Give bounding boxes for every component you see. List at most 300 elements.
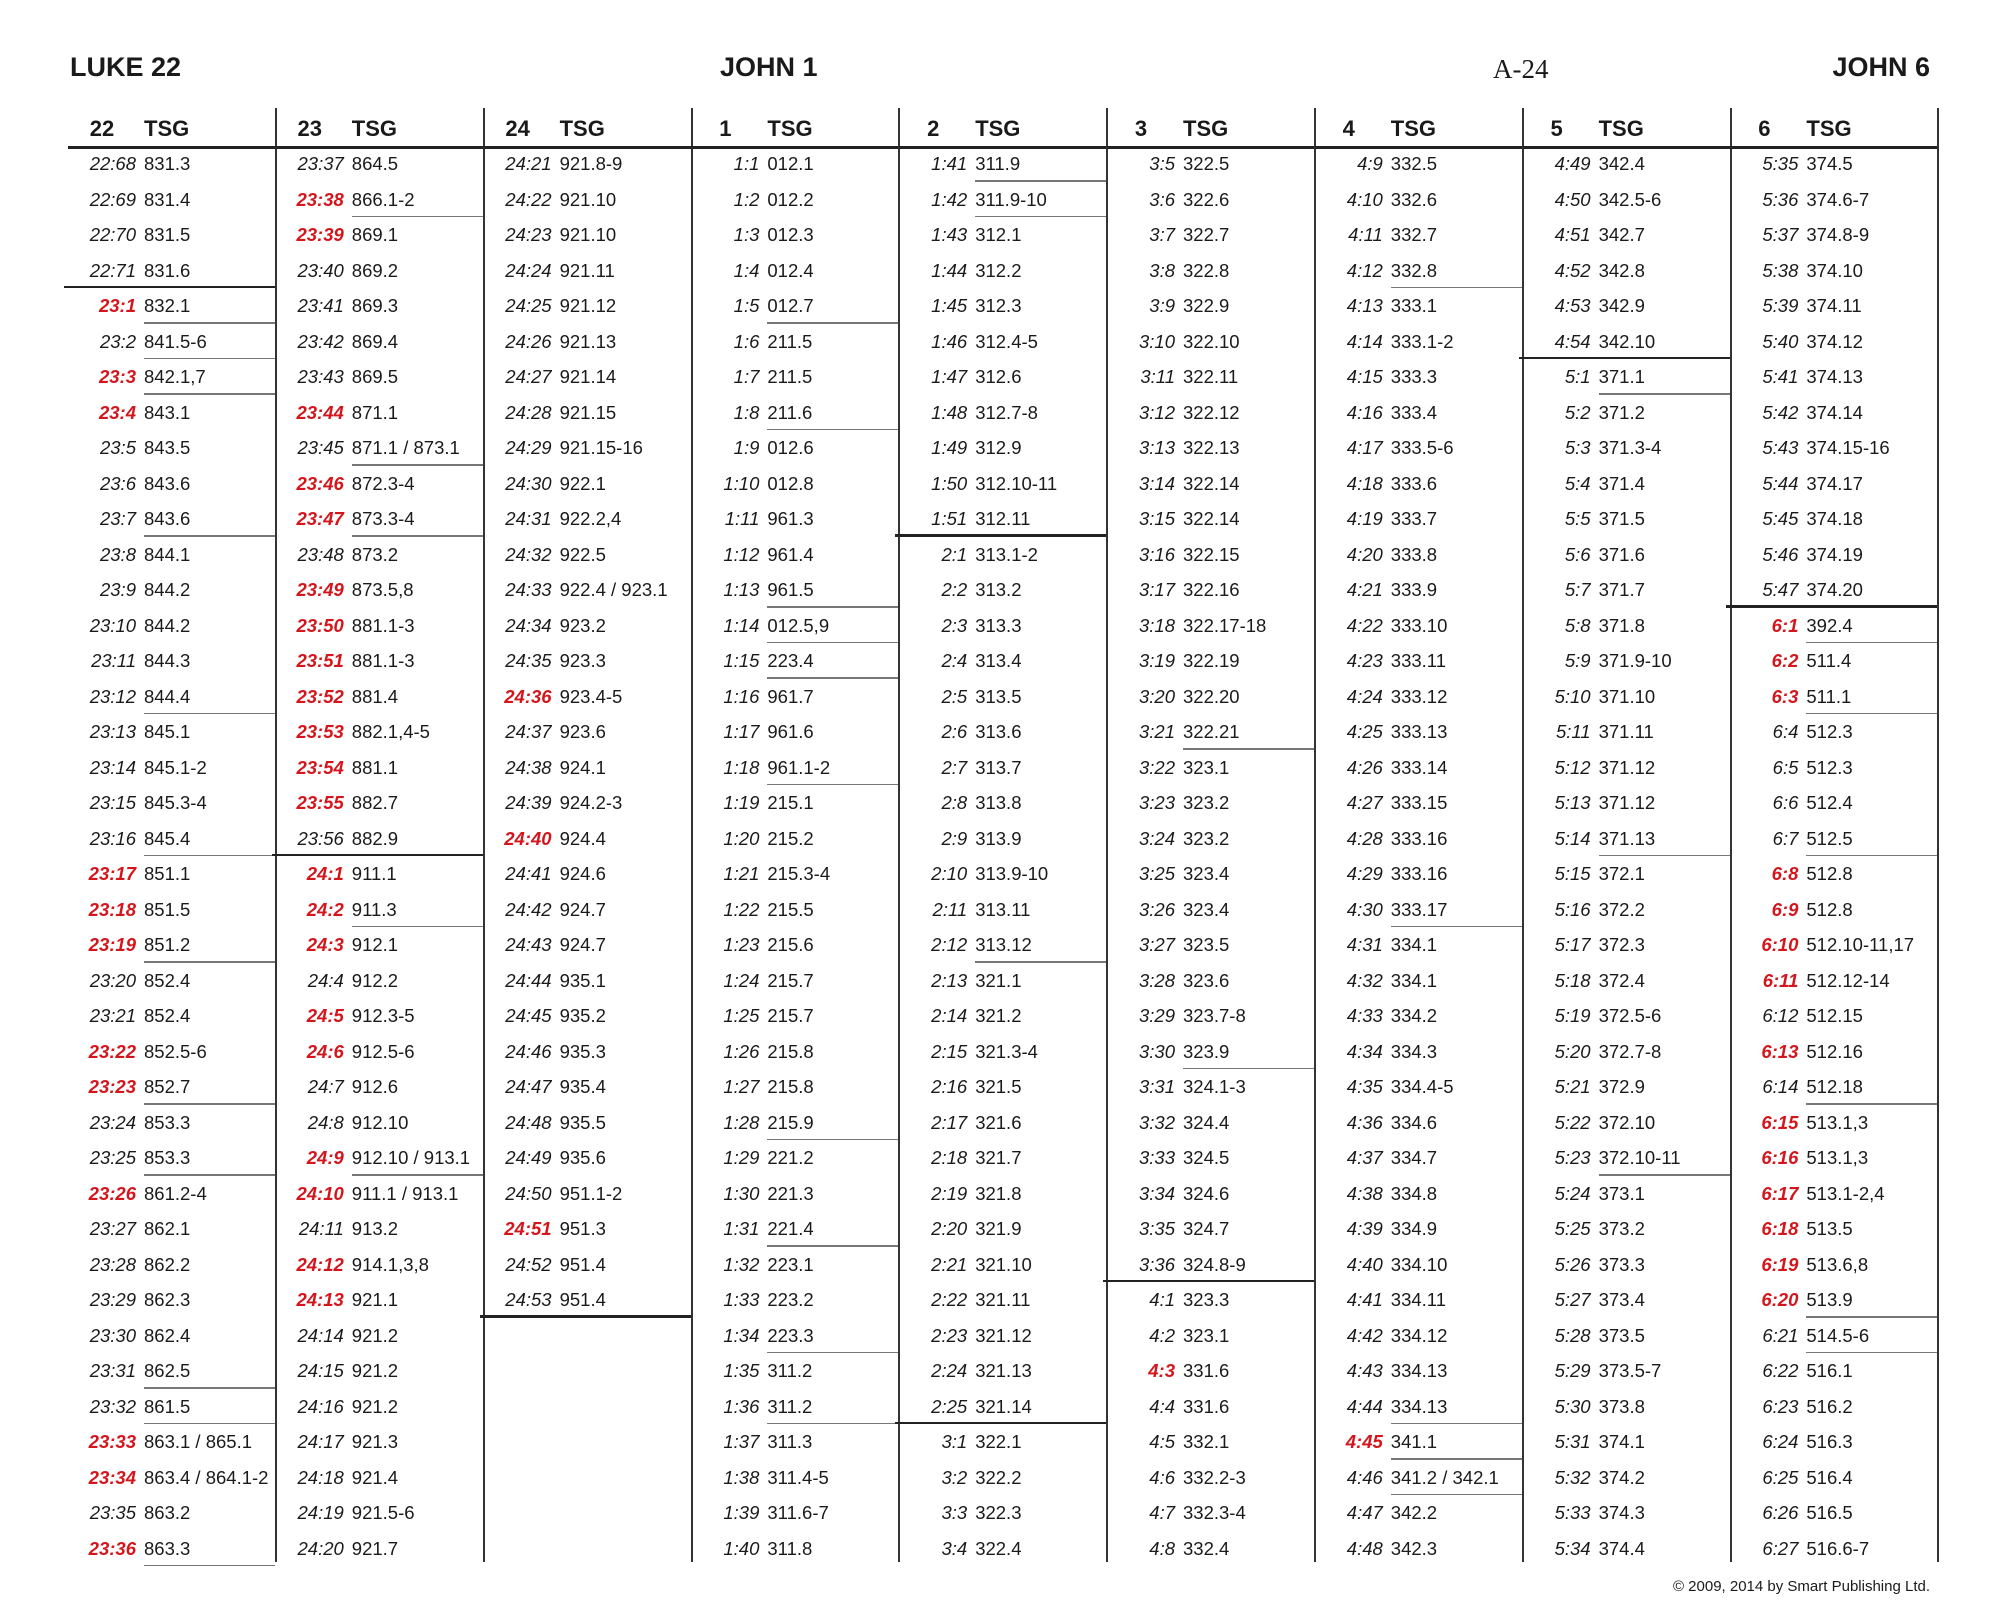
column-header: [1315, 108, 1522, 149]
table-row: [276, 1034, 483, 1070]
verse-reference: 23:15: [89, 792, 136, 813]
tsg-reference: 935.6: [559, 1147, 606, 1168]
verse-reference: 2:13: [931, 969, 968, 991]
table-row: [691, 1318, 898, 1354]
verse-reference: 2:3: [941, 614, 968, 636]
tsg-reference: 912.6: [351, 1076, 399, 1097]
table-row: [68, 643, 275, 679]
verse-reference: 4:50: [1554, 188, 1591, 210]
verse-reference: 3:36: [1138, 1253, 1175, 1275]
table-row: [691, 1460, 898, 1496]
table-row: [1523, 395, 1730, 431]
tsg-reference: 921.15: [559, 401, 617, 423]
verse-reference: 5:10: [1554, 685, 1591, 707]
tsg-reference: 374.1: [1598, 1431, 1645, 1452]
verse-reference: 5:26: [1554, 1253, 1591, 1275]
verse-reference: 23:20: [89, 969, 136, 991]
table-row: [691, 785, 898, 821]
table-row: [276, 572, 483, 608]
verse-reference: 24:34: [505, 614, 552, 636]
verse-reference: 5:8: [1564, 614, 1591, 636]
table-row: [899, 146, 1106, 182]
verse-reference: 23:31: [89, 1360, 136, 1381]
tsg-reference: 844.2: [144, 579, 191, 600]
verse-reference: 4:28: [1346, 827, 1383, 849]
verse-reference: 23:36: [88, 1537, 136, 1559]
verse-reference: 2:23: [931, 1324, 968, 1346]
table-row: [1107, 146, 1314, 182]
verse-reference: 4:52: [1554, 259, 1591, 281]
tsg-reference: 951.4: [559, 1253, 606, 1275]
verse-reference: 5:34: [1554, 1537, 1591, 1559]
tsg-reference: 321.12: [975, 1324, 1032, 1346]
column-24: [484, 108, 691, 1562]
tsg-reference: 374.12: [1806, 330, 1863, 352]
table-row: [1523, 1034, 1730, 1070]
table-row: [276, 182, 483, 218]
tsg-reference: 513.1,3: [1806, 1111, 1869, 1133]
tsg-reference: 845.1: [144, 721, 191, 742]
table-row: [1315, 1211, 1522, 1247]
verse-reference: 2:18: [931, 1147, 968, 1168]
tsg-reference: 334.10: [1390, 1253, 1448, 1275]
verse-reference: 2:10: [931, 863, 968, 884]
tsg-reference: 342.7: [1598, 224, 1645, 245]
table-row: [1523, 501, 1730, 537]
tsg-reference: 215.8: [767, 1040, 814, 1062]
tsg-reference: 312.7-8: [975, 401, 1038, 423]
tsg-reference: 882.1,4-5: [351, 721, 430, 742]
tsg-reference: 516.4: [1806, 1466, 1853, 1488]
tsg-reference: 322.7: [1183, 224, 1230, 245]
tsg-reference: 924.1: [559, 756, 606, 778]
table-row: [1107, 466, 1314, 502]
verse-reference: 3:35: [1138, 1218, 1175, 1239]
table-row: [276, 1140, 483, 1176]
tsg-reference: 922.1: [559, 472, 606, 494]
tsg-reference: 333.9: [1390, 579, 1438, 600]
table-row: [691, 1105, 898, 1141]
verse-reference: 4:40: [1346, 1253, 1383, 1275]
table-row: [899, 324, 1106, 360]
verse-reference: 22:70: [89, 224, 136, 245]
tsg-reference: 215.3-4: [767, 863, 831, 884]
table-row: [691, 1495, 898, 1531]
verse-reference: 5:40: [1762, 330, 1799, 352]
verse-reference: 24:32: [505, 543, 552, 565]
tsg-reference: 852.5-6: [144, 1040, 207, 1062]
table-row: [1523, 785, 1730, 821]
table-row: [68, 1353, 275, 1389]
tsg-reference: 881.1-3: [351, 650, 415, 671]
table-row: [1523, 750, 1730, 786]
verse-reference: 6:15: [1761, 1111, 1799, 1133]
verse-reference: 1:46: [931, 330, 968, 352]
tsg-reference: 392.4: [1806, 614, 1853, 636]
tsg-reference: 374.15-16: [1806, 437, 1890, 458]
table-row: [1315, 963, 1522, 999]
verse-reference: 6:22: [1762, 1360, 1799, 1381]
table-row: [276, 1105, 483, 1141]
tsg-reference: 321.1: [975, 969, 1022, 991]
verse-reference: 6:1: [1771, 614, 1799, 636]
table-row: [1107, 430, 1314, 466]
verse-reference: 22:68: [89, 153, 136, 174]
tsg-reference: 923.6: [559, 721, 606, 742]
verse-reference: 4:24: [1346, 685, 1383, 707]
tsg-reference: 313.3: [975, 614, 1022, 636]
verse-reference: 5:28: [1554, 1324, 1591, 1346]
table-row: [68, 324, 275, 360]
verse-reference: 4:4: [1149, 1395, 1175, 1417]
verse-reference: 4:45: [1345, 1431, 1383, 1452]
verse-reference: 23:40: [297, 259, 344, 281]
verse-reference: 2:8: [941, 792, 968, 813]
tsg-reference: 921.14: [559, 366, 617, 387]
verse-reference: 23:38: [296, 188, 344, 210]
tsg-reference: 923.4-5: [559, 685, 623, 707]
tsg-reference: 516.5: [1806, 1502, 1853, 1523]
verse-reference: 23:55: [296, 792, 344, 813]
table-row: [899, 1531, 1106, 1567]
tsg-reference: 371.2: [1598, 401, 1645, 423]
tsg-reference: 921.3: [351, 1431, 399, 1452]
verse-reference: 4:14: [1346, 330, 1383, 352]
verse-reference: 4:30: [1346, 898, 1383, 920]
tsg-reference: 324.5: [1183, 1147, 1230, 1168]
table-row: [1523, 572, 1730, 608]
table-row: [68, 1424, 275, 1460]
tsg-reference: 332.5: [1390, 153, 1438, 174]
table-row: [1315, 395, 1522, 431]
tsg-reference: 322.19: [1183, 650, 1240, 671]
verse-reference: 24:14: [297, 1324, 344, 1346]
verse-reference: 23:2: [99, 330, 136, 352]
verse-reference: 1:6: [733, 330, 760, 352]
verse-reference: 5:30: [1554, 1395, 1591, 1417]
tsg-reference: 313.5: [975, 685, 1022, 707]
tsg-reference: 223.1: [767, 1253, 814, 1275]
tsg-reference: 863.3: [144, 1537, 191, 1559]
tsg-reference: 851.1: [144, 863, 191, 884]
verse-reference: 3:34: [1138, 1182, 1175, 1204]
tsg-reference: 333.11: [1390, 650, 1447, 671]
verse-reference: 3:30: [1138, 1040, 1175, 1062]
table-row: [1107, 643, 1314, 679]
table-row: [276, 324, 483, 360]
verse-reference: 23:46: [296, 472, 344, 494]
tsg-reference: 373.3: [1598, 1253, 1645, 1275]
table-row: [1730, 1105, 1937, 1141]
verse-reference: 2:6: [941, 721, 968, 742]
table-row: [899, 1069, 1106, 1105]
tsg-reference: 512.8: [1806, 863, 1853, 884]
tsg-reference: 322.9: [1183, 295, 1230, 316]
verse-reference: 3:15: [1138, 508, 1175, 529]
verse-reference: 24:43: [505, 934, 552, 955]
table-row: [1315, 821, 1522, 857]
tsg-reference: 334.3: [1390, 1040, 1438, 1062]
tsg-reference: 012.3: [767, 224, 814, 245]
table-row: [276, 1318, 483, 1354]
tsg-reference: 372.9: [1598, 1076, 1645, 1097]
verse-reference: 6:26: [1762, 1502, 1799, 1523]
verse-reference: 5:7: [1564, 579, 1591, 600]
tsg-reference: 333.4: [1390, 401, 1438, 423]
verse-reference: 1:9: [733, 437, 760, 458]
verse-reference: 23:19: [88, 934, 136, 955]
tsg-reference: 921.10: [559, 224, 617, 245]
tsg-reference: 334.11: [1390, 1289, 1447, 1310]
verse-reference: 23:35: [89, 1502, 136, 1523]
table-row: [1315, 288, 1522, 324]
verse-reference: 4:11: [1348, 224, 1383, 245]
verse-reference: 5:29: [1554, 1360, 1591, 1381]
verse-reference: 5:6: [1564, 543, 1591, 565]
table-row: [1730, 288, 1937, 324]
verse-reference: 24:48: [505, 1111, 552, 1133]
table-row: [1107, 1176, 1314, 1212]
table-row: [484, 892, 691, 928]
table-row: [899, 466, 1106, 502]
verse-reference: 4:54: [1554, 330, 1591, 352]
tsg-reference: 861.5: [144, 1395, 191, 1417]
table-row: [484, 572, 691, 608]
tsg-reference: 852.7: [144, 1076, 191, 1097]
tsg-reference: 924.2-3: [559, 792, 623, 813]
verse-reference: 23:32: [89, 1395, 136, 1417]
verse-reference: 4:27: [1346, 792, 1383, 813]
table-row: [1315, 1318, 1522, 1354]
verse-reference: 24:15: [297, 1360, 344, 1381]
tsg-reference: 862.3: [144, 1289, 191, 1310]
tsg-reference: 334.2: [1390, 1005, 1438, 1026]
verse-reference: 24:5: [306, 1005, 344, 1026]
verse-reference: 4:15: [1346, 366, 1383, 387]
verse-reference: 23:3: [98, 366, 136, 387]
verse-reference: 23:54: [296, 756, 344, 778]
table-row: [68, 1247, 275, 1283]
tsg-reference: 831.5: [144, 224, 191, 245]
tsg-reference: 921.12: [559, 295, 617, 316]
tsg-reference: 331.6: [1183, 1360, 1230, 1381]
tsg-reference: 853.3: [144, 1111, 191, 1133]
tsg-reference: 322.6: [1183, 188, 1230, 210]
column-header: [1107, 108, 1314, 149]
verse-reference: 1:48: [931, 401, 968, 423]
verse-reference: 1:14: [723, 614, 760, 636]
table-row: [1315, 1105, 1522, 1141]
table-row: [1107, 1495, 1314, 1531]
tsg-reference: 221.4: [767, 1218, 814, 1239]
verse-reference: 24:38: [505, 756, 552, 778]
tsg-reference: 323.1: [1183, 756, 1230, 778]
verse-reference: 5:45: [1762, 508, 1799, 529]
table-row: [1107, 1069, 1314, 1105]
table-row: [276, 1460, 483, 1496]
table-row: [899, 714, 1106, 750]
verse-reference: 24:7: [307, 1076, 344, 1097]
tsg-reference: 012.7: [767, 295, 814, 316]
table-row: [899, 1318, 1106, 1354]
table-row: [276, 288, 483, 324]
tsg-reference: 221.2: [767, 1147, 814, 1168]
table-row: [1523, 288, 1730, 324]
table-row: [1730, 892, 1937, 928]
table-row: [1523, 963, 1730, 999]
table-row: [1315, 679, 1522, 715]
verse-reference: 24:8: [307, 1111, 344, 1133]
verse-reference: 24:20: [297, 1537, 344, 1559]
verse-reference: 3:29: [1138, 1005, 1175, 1026]
verse-reference: 2:1: [941, 543, 968, 565]
table-row: [1730, 679, 1937, 715]
tsg-reference: 924.7: [559, 898, 606, 920]
verse-reference: 24:2: [306, 898, 344, 920]
verse-reference: 4:48: [1346, 1537, 1383, 1559]
table-row: [276, 892, 483, 928]
table-row: [484, 821, 691, 857]
table-row: [1315, 572, 1522, 608]
tsg-reference: 922.4 / 923.1: [559, 579, 668, 600]
verse-reference: 4:31: [1346, 934, 1383, 955]
table-row: [1730, 1034, 1937, 1070]
table-row: [484, 785, 691, 821]
table-row: [691, 182, 898, 218]
table-row: [68, 714, 275, 750]
table-row: [68, 1318, 275, 1354]
table-row: [1523, 1353, 1730, 1389]
table-row: [1730, 856, 1937, 892]
tsg-reference: 374.8-9: [1806, 224, 1870, 245]
tsg-reference: 842.1,7: [144, 366, 206, 387]
tsg-reference: 311.9: [975, 153, 1021, 174]
table-row: [691, 892, 898, 928]
verse-reference: 1:4: [733, 259, 760, 281]
verse-reference: 5:11: [1555, 721, 1591, 742]
verse-reference: 24:29: [505, 437, 552, 458]
table-row: [899, 1460, 1106, 1496]
verse-reference: 3:10: [1138, 330, 1175, 352]
table-row: [68, 288, 275, 324]
tsg-reference: 373.5-7: [1598, 1360, 1662, 1381]
verse-reference: 23:23: [88, 1076, 136, 1097]
table-row: [1107, 963, 1314, 999]
table-row: [1523, 182, 1730, 218]
table-row: [1523, 998, 1730, 1034]
verse-reference: 2:7: [941, 756, 968, 778]
table-row: [1315, 501, 1522, 537]
column-tsg-label: TSG: [1183, 116, 1229, 141]
verse-reference: 5:4: [1564, 472, 1591, 494]
table-row: [1730, 1176, 1937, 1212]
tsg-reference: 863.1 / 865.1: [144, 1431, 253, 1452]
tsg-reference: 873.3-4: [351, 508, 415, 529]
verse-reference: 23:44: [296, 401, 344, 423]
table-row: [691, 821, 898, 857]
verse-reference: 5:35: [1762, 153, 1799, 174]
verse-reference: 24:11: [298, 1218, 344, 1239]
tsg-reference: 322.21: [1183, 721, 1240, 742]
tsg-reference: 844.2: [144, 614, 191, 636]
table-row: [1730, 359, 1937, 395]
tsg-reference: 322.4: [975, 1537, 1022, 1559]
verse-reference: 4:3: [1148, 1360, 1175, 1381]
table-row: [68, 998, 275, 1034]
verse-reference: 6:4: [1772, 721, 1799, 742]
verse-reference: 2:22: [931, 1289, 968, 1310]
verse-reference: 4:8: [1149, 1537, 1175, 1559]
tsg-reference: 313.9: [975, 827, 1022, 849]
tsg-reference: 873.2: [351, 543, 399, 565]
verse-reference: 1:34: [723, 1324, 760, 1346]
verse-reference: 6:24: [1762, 1431, 1799, 1452]
tsg-reference: 844.1: [144, 543, 191, 565]
verse-reference: 3:26: [1138, 898, 1175, 920]
table-row: [691, 714, 898, 750]
verse-reference: 1:19: [723, 792, 760, 813]
column-header: [484, 108, 691, 149]
table-row: [899, 253, 1106, 289]
column-header: [899, 108, 1106, 149]
tsg-reference: 951.3: [559, 1218, 606, 1239]
tsg-reference: 333.15: [1390, 792, 1448, 813]
verse-reference: 2:12: [931, 934, 968, 955]
tsg-reference: 313.6: [975, 721, 1022, 742]
verse-reference: 5:5: [1564, 508, 1591, 529]
verse-reference: 3:27: [1138, 934, 1175, 955]
tsg-reference: 333.13: [1390, 721, 1448, 742]
verse-reference: 24:4: [307, 969, 344, 991]
table-row: [276, 998, 483, 1034]
verse-reference: 2:5: [941, 685, 968, 707]
table-row: [484, 714, 691, 750]
verse-reference: 1:18: [723, 756, 760, 778]
table-row: [1730, 466, 1937, 502]
tsg-reference: 334.1: [1390, 969, 1438, 991]
table-row: [276, 1247, 483, 1283]
verse-reference: 5:23: [1554, 1147, 1591, 1168]
table-row: [1523, 146, 1730, 182]
tsg-reference: 513.5: [1806, 1218, 1853, 1239]
verse-reference: 1:15: [723, 650, 760, 671]
tsg-reference: 333.17: [1390, 898, 1448, 920]
table-row: [276, 963, 483, 999]
verse-reference: 23:7: [99, 508, 136, 529]
verse-reference: 4:41: [1346, 1289, 1383, 1310]
tsg-reference: 862.5: [144, 1360, 191, 1381]
verse-reference: 4:26: [1346, 756, 1383, 778]
table-row: [484, 1247, 691, 1283]
verse-reference: 1:36: [723, 1395, 760, 1417]
tsg-reference: 514.5-6: [1806, 1324, 1870, 1346]
table-row: [1107, 1318, 1314, 1354]
verse-reference: 1:1: [733, 153, 760, 174]
verse-reference: 23:41: [297, 295, 344, 316]
tsg-reference: 935.3: [559, 1040, 606, 1062]
tsg-reference: 373.1: [1598, 1182, 1645, 1204]
verse-reference: 3:19: [1138, 650, 1175, 671]
verse-reference: 3:11: [1140, 366, 1175, 387]
table-row: [68, 785, 275, 821]
table-row: [1730, 1247, 1937, 1283]
tsg-reference: 211.5: [767, 366, 813, 387]
tsg-reference: 215.5: [767, 898, 814, 920]
table-row: [1315, 1069, 1522, 1105]
table-row: [1315, 714, 1522, 750]
table-row: [484, 927, 691, 963]
tsg-reference: 844.4: [144, 685, 191, 707]
